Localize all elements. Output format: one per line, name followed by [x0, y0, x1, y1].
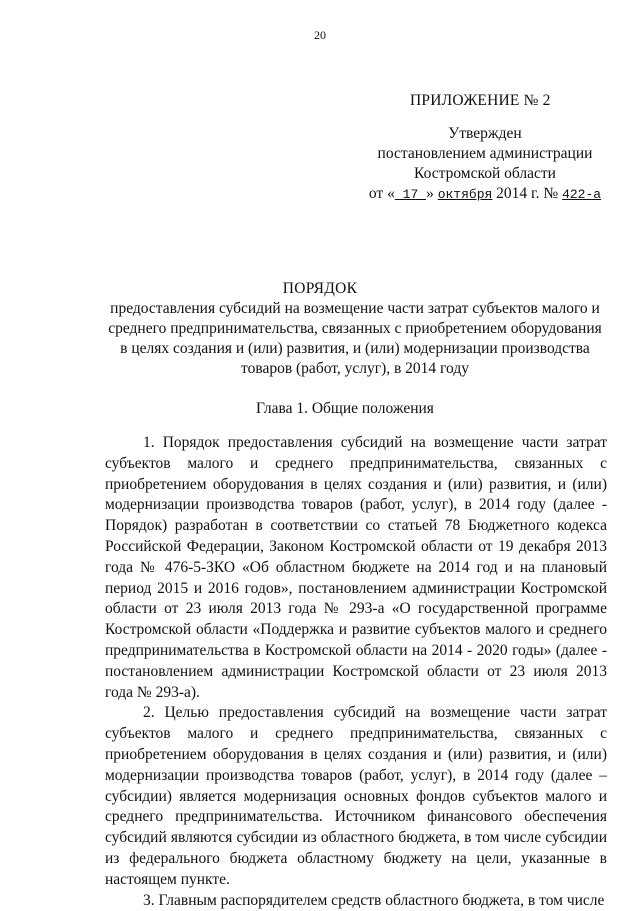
approval-block: [340, 124, 630, 205]
approval-date-line: [340, 184, 630, 205]
approval-line-region: Костромской области: [414, 165, 556, 182]
date-mid: »: [426, 185, 438, 202]
date-day: _17_: [394, 187, 427, 202]
document-subtitle: предоставления субсидий на возмещение части затрат субъектов малого и среднего предпринимательства, связанных с приобретением оборудования в целях создания и (или) развития, и (или) модернизации производства товаров (работ, услуг), в 2014 году: [108, 300, 602, 377]
document-title: ПОРЯДОК: [282, 280, 358, 297]
date-year: 2014 г. №: [492, 185, 563, 202]
resolution-number: 422-а: [562, 187, 602, 202]
approval-line-approved: Утвержден: [448, 125, 522, 142]
paragraph-3: 3. Главным распорядителем средств областного бюджета, в том числе: [143, 891, 605, 909]
paragraph-1: 1. Порядок предоставления субсидий на возмещение части затрат субъектов малого и среднего предпринимательства, связанных с приобретением оборудования в целях создания и (или) развития, и (или) модернизации производства товаров (работ, услуг), в 2014 году (далее - Порядок) разработан в соответствии со статьей 78 Бюджетного кодекса Российской Федерации, Законом Костромской области от 19 декабря 2013 года № 476-5-ЗКО «Об областном бюджете на 2014 год и на плановый период 2015 и 2016 годов», постановлением администрации Костромской области от 23 июля 2013 года № 293-а «О государственной программе Костромской области «Поддержка и развитие субъектов малого и среднего предпринимательства в Костромской области на 2014 - 2020 годы» (далее - постановлением администрации Костромской области от 23 июля 2013 года № 293-а).: [105, 434, 607, 701]
page-number: 20: [314, 28, 326, 42]
date-month: октября: [437, 187, 493, 202]
appendix-heading: ПРИЛОЖЕНИЕ № 2: [410, 92, 551, 109]
document-body: [105, 433, 607, 911]
approval-line-resolution: постановлением администрации: [377, 145, 593, 162]
paragraph-2: 2. Целью предоставления субсидий на возмещение части затрат субъектов малого и среднего предпринимательства, связанных с приобретением оборудования в целях создания и (или) развития, и (или) модернизации производства товаров (работ, услуг), в 2014 году (далее – субсидии) является модернизация основных фондов субъектов малого и среднего предпринимательства. Источником финансового обеспечения субсидий являются субсидии из областного бюджета, в том числе субсидии из федерального бюджета областному бюджету на цели, указанные в настоящем пункте.: [105, 704, 607, 888]
date-prefix: от «: [368, 185, 395, 202]
chapter-heading: Глава 1. Общие положения: [256, 400, 434, 417]
